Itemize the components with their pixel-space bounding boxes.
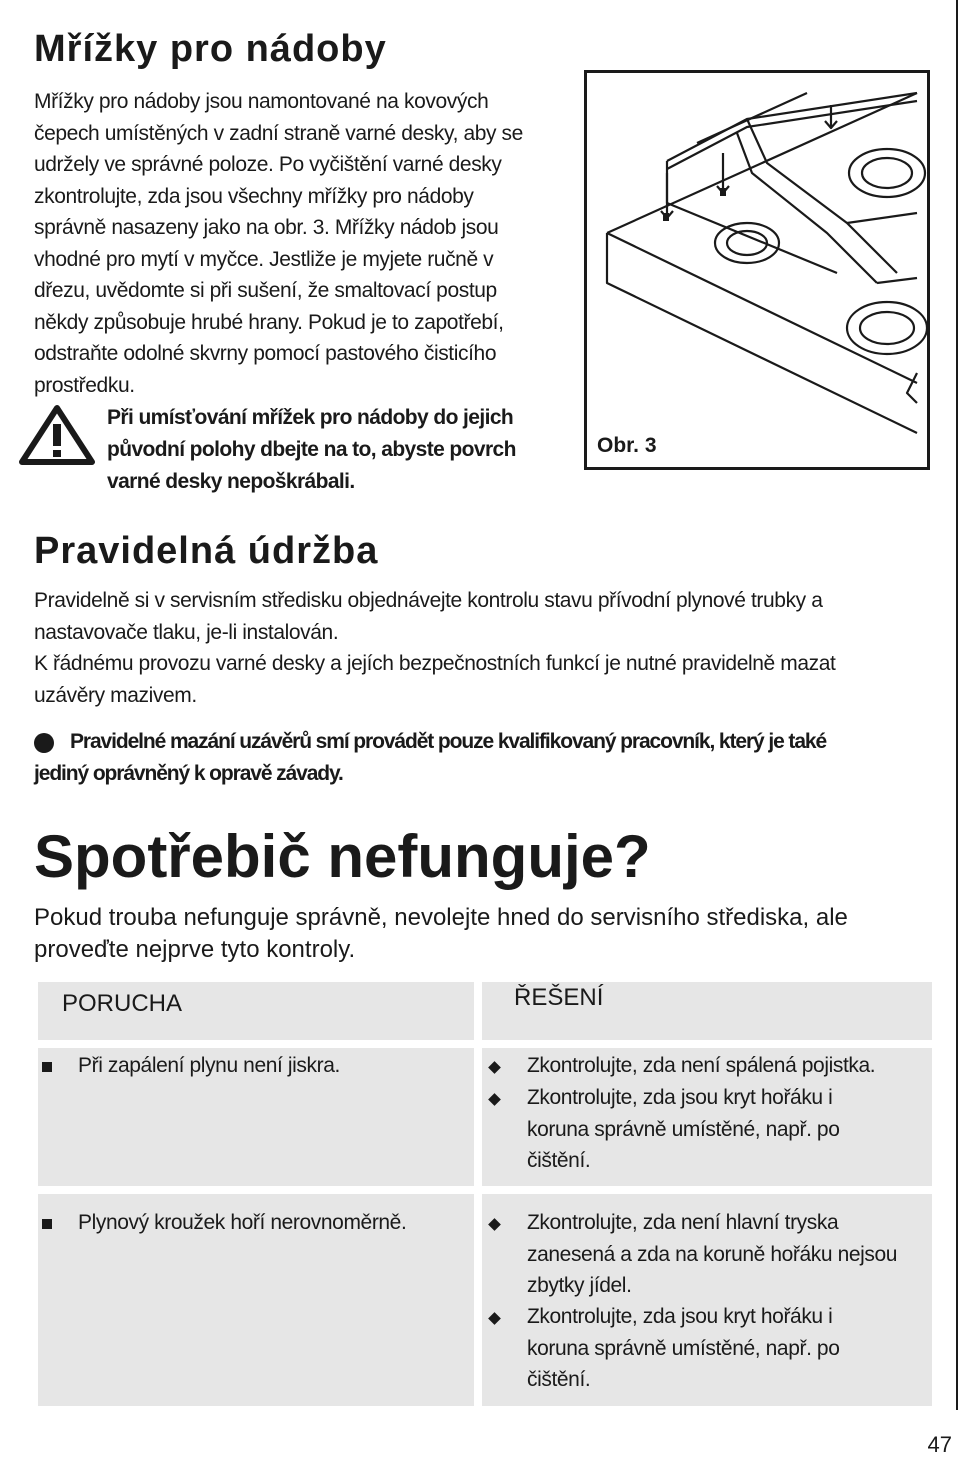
solution-line: Zkontrolujte, zda není spálená pojistka. xyxy=(527,1054,876,1077)
note-line: jediný oprávněný k opravě závady. xyxy=(34,762,343,785)
solution-line: Zkontrolujte, zda jsou kryt hořáku i xyxy=(527,1305,833,1328)
solution-line: koruna správně umístěné, např. po xyxy=(527,1336,840,1360)
page-border xyxy=(956,0,958,1410)
paragraph-line: uzávěry mazivem. xyxy=(34,683,197,707)
paragraph-line: nastavovače tlaku, je-li instalován. xyxy=(34,620,339,644)
note-line: Pravidelné mazání uzávěrů smí provádět pouze kvalifikovaný pracovník, který je také xyxy=(70,730,827,753)
warning-line: Při umísťování mřížek pro nádoby do jejich xyxy=(107,406,514,429)
warning-note xyxy=(107,402,577,498)
solution-line: zbytky jídel. xyxy=(527,1274,632,1297)
paragraph-line: Mřížky pro nádoby jsou namontované na kovových xyxy=(34,90,489,113)
table-header-fault xyxy=(38,982,474,1040)
section-title-troubleshooting: Spotřebič nefunguje? xyxy=(34,823,651,890)
solution-line: čištění. xyxy=(527,1368,591,1391)
section-title-pot-grids: Mřížky pro nádoby xyxy=(34,28,387,70)
solution-text xyxy=(527,1082,840,1177)
warning-line: varné desky nepoškrábali. xyxy=(107,470,355,493)
warning-line: původní polohy dbejte na to, abyste povrch xyxy=(107,438,516,461)
figure-caption: Obr. 3 xyxy=(597,434,657,457)
pot-grids-paragraph xyxy=(34,86,523,401)
solution-line: zanesená a zda na koruně hořáku nejsou xyxy=(527,1242,898,1266)
header-label: PORUCHA xyxy=(62,990,183,1017)
paragraph-line: dřezu, uvědomte si při sušení, že smaltovací postup xyxy=(34,279,497,302)
intro-line: proveďte nejprve tyto kontroly. xyxy=(34,936,356,963)
solution-text xyxy=(527,1207,897,1302)
solution-line: čištění. xyxy=(527,1149,591,1172)
paragraph-line: odstraňte odolné skvrny pomocí pastového čisticího xyxy=(34,342,497,365)
solution-line: Zkontrolujte, zda jsou kryt hořáku i xyxy=(527,1086,833,1109)
maintenance-note xyxy=(34,726,934,790)
paragraph-line: čepech umístěných v zadní straně varné desky, aby se xyxy=(34,121,523,145)
warning-triangle-icon xyxy=(18,404,96,466)
fault-text: Plynový kroužek hoří nerovnoměrně. xyxy=(78,1211,407,1234)
section-title-maintenance: Pravidelná údržba xyxy=(34,530,379,572)
solution-line: Zkontrolujte, zda není hlavní tryska xyxy=(527,1211,839,1234)
maintenance-paragraph xyxy=(34,585,934,711)
intro-line: Pokud trouba nefunguje správně, nevolejte hned do servisního střediska, ale xyxy=(34,904,848,931)
paragraph-line: vhodné pro mytí v myčce. Jestliže je myjete ručně v xyxy=(34,247,494,271)
troubleshooting-intro xyxy=(34,902,934,966)
solution-text xyxy=(527,1050,875,1082)
square-bullet-icon xyxy=(42,1219,52,1229)
square-bullet-icon xyxy=(42,1062,52,1072)
paragraph-line: Pravidelně si v servisním středisku objednávejte kontrolu stavu přívodní plynové trubky a xyxy=(34,589,823,612)
hob-grid-illustration xyxy=(584,70,930,470)
paragraph-line: prostředku. xyxy=(34,373,135,397)
solution-line: koruna správně umístěné, např. po xyxy=(527,1117,840,1141)
paragraph-line: správně nasazeny jako na obr. 3. Mřížky nádob jsou xyxy=(34,216,499,239)
fault-text: Při zapálení plynu není jiskra. xyxy=(78,1054,340,1077)
table-header-solution xyxy=(482,982,932,1040)
solution-text xyxy=(527,1301,840,1396)
page-number: 47 xyxy=(927,1432,952,1457)
header-label: ŘEŠENÍ xyxy=(514,984,604,1011)
paragraph-line: K řádnému provozu varné desky a jejích bezpečnostních funkcí je nutné pravidelně mazat xyxy=(34,652,836,675)
paragraph-line: někdy způsobuje hrubé hrany. Pokud je to zapotřebí, xyxy=(34,310,504,334)
paragraph-line: udržely ve správné poloze. Po vyčištění varné desky xyxy=(34,153,502,176)
paragraph-line: zkontrolujte, zda jsou všechny mřížky pro nádoby xyxy=(34,184,474,208)
